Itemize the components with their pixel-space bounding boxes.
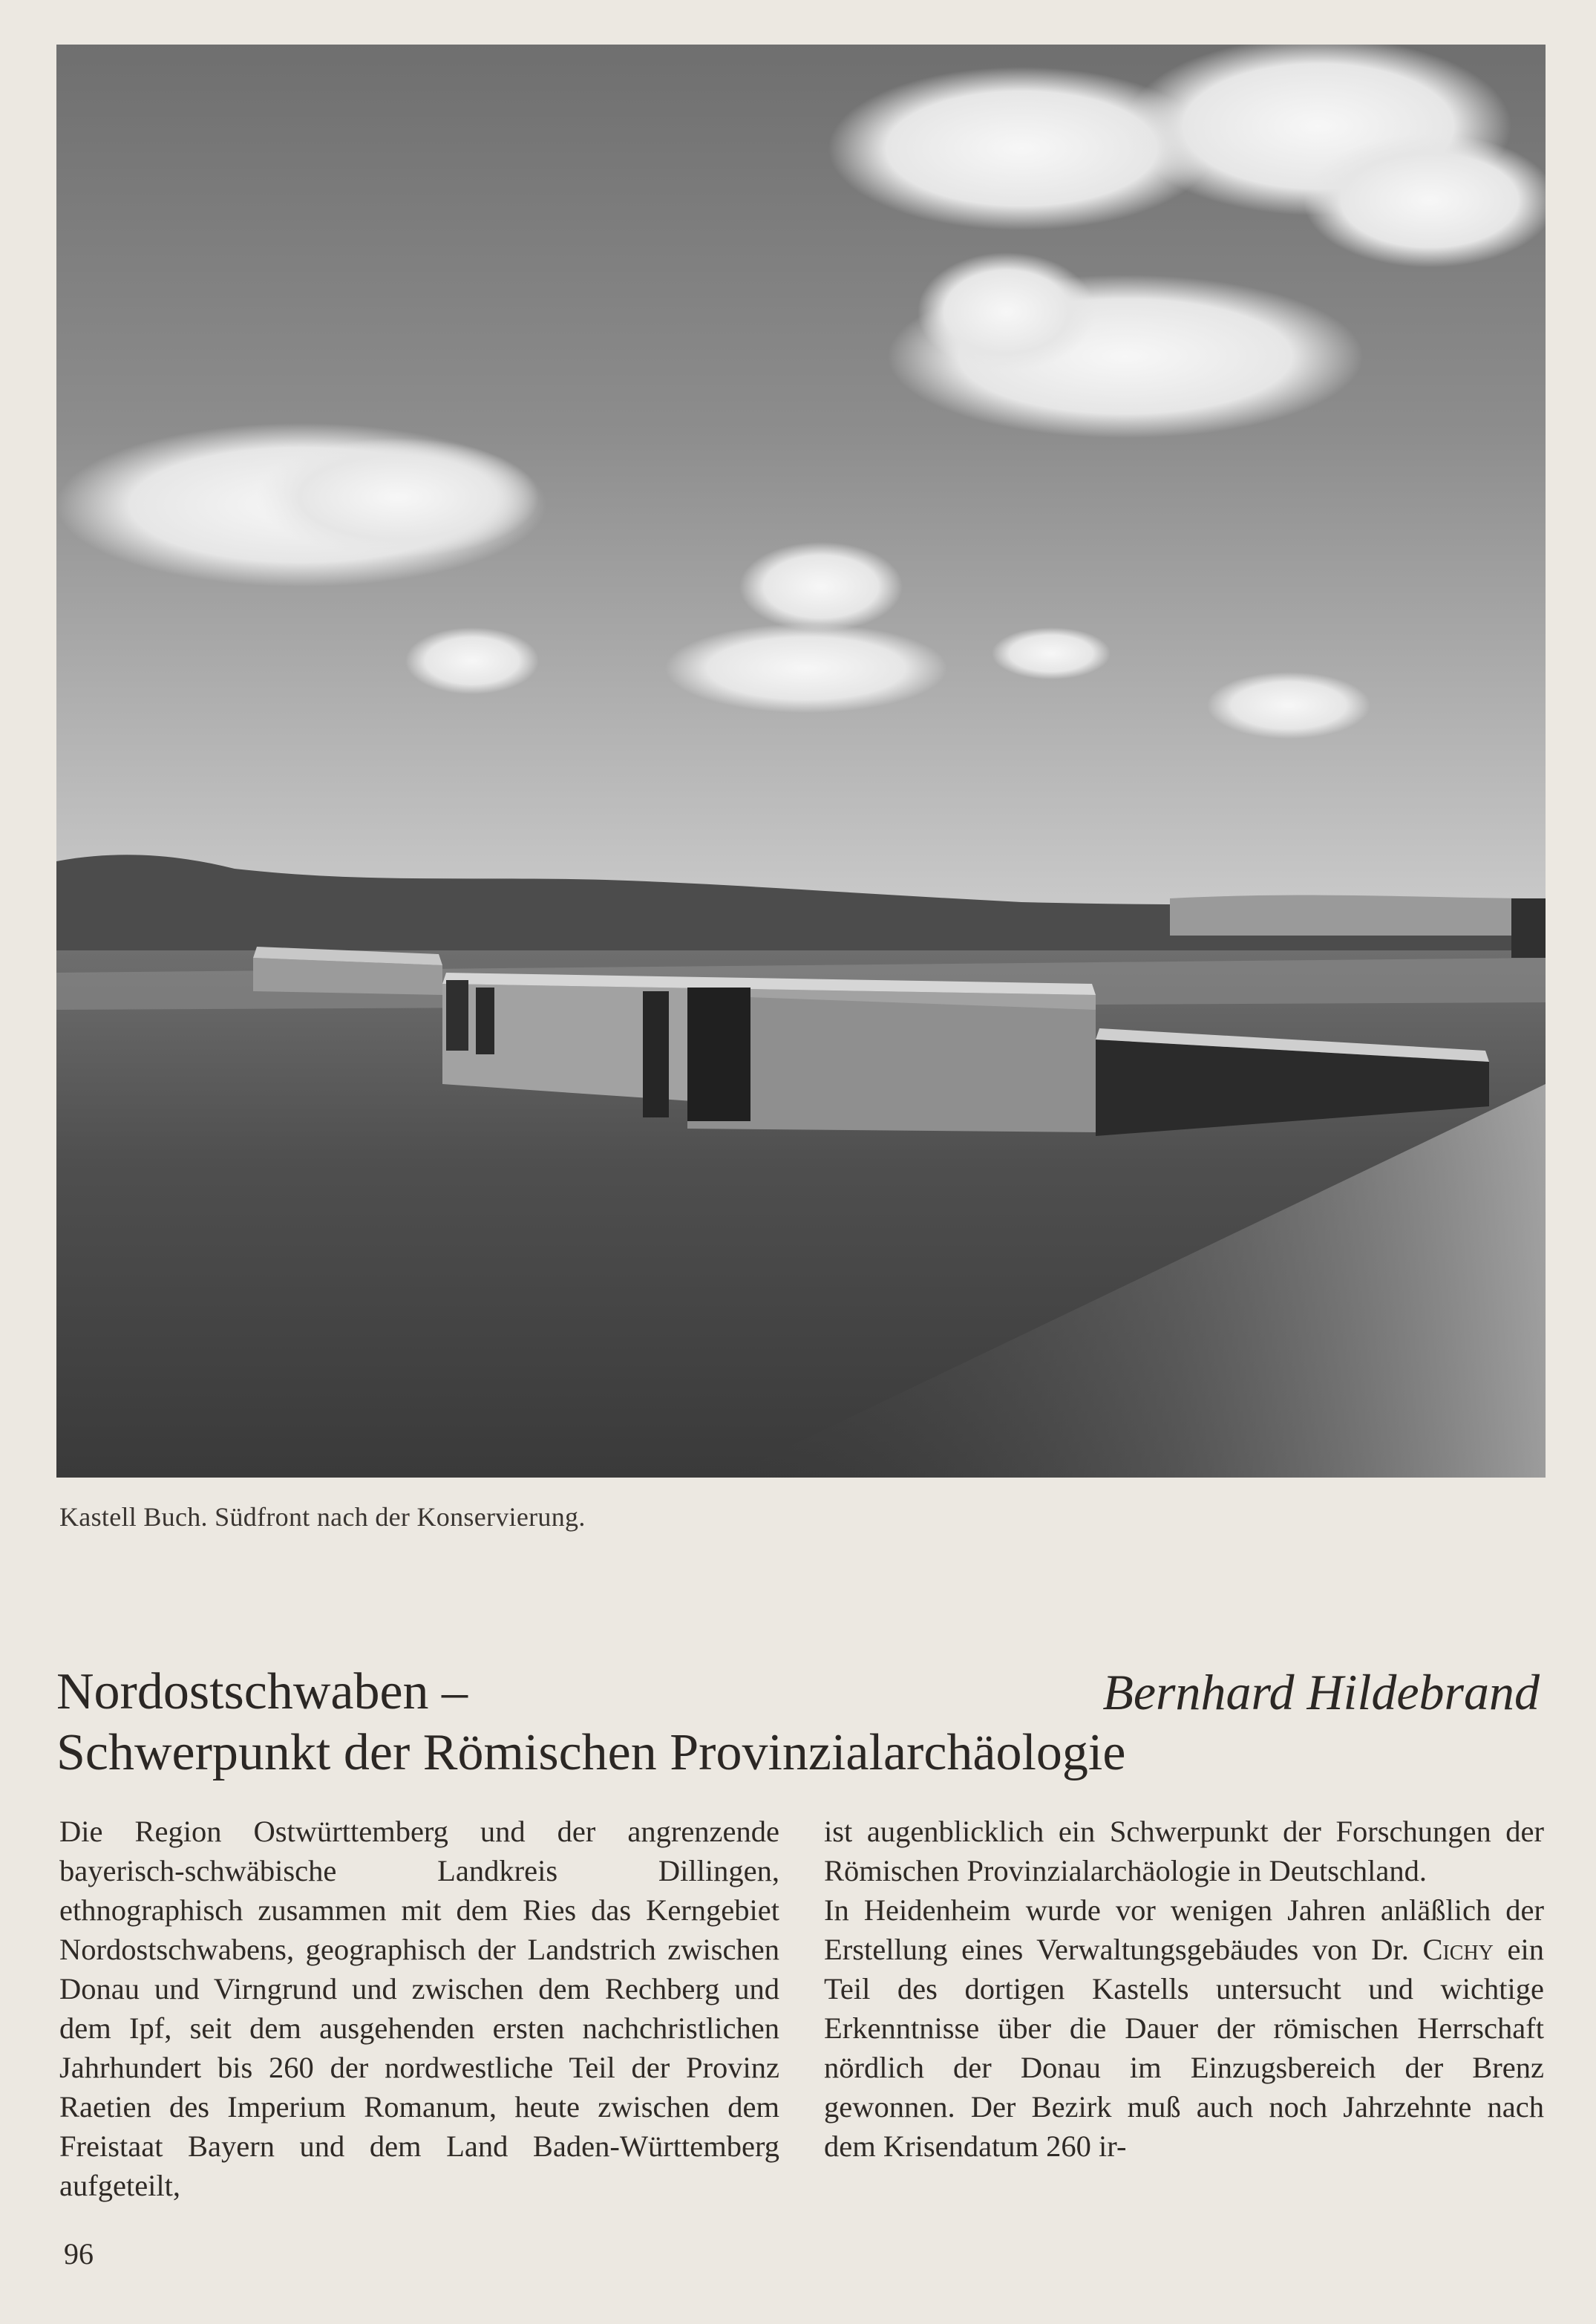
page-number: 96 xyxy=(64,2237,94,2271)
text-column-left xyxy=(59,1812,779,2205)
paragraph-continuation: ist augenblicklich ein Schwerpunkt der Forschungen der Römischen Provinzialarchäologie in Deutschland. xyxy=(824,1815,1544,1887)
photo-caption: Kastell Buch. Südfront nach der Konservierung. xyxy=(59,1502,586,1532)
paragraph-heidenheim-text-2: ein Teil des dortigen Kastells untersucht und wichtige Erkenntnisse über die Dauer der römischen Herrschaft nördlich der Donau im Einzugsbereich der Brenz gewonnen. Der Bezirk muß auch noch Jahrzehnte nach dem Krisendatum 260 ir- xyxy=(824,1933,1544,2163)
author-reference-cichy: Cichy xyxy=(1422,1933,1494,1966)
paragraph-intro: Die Region Ostwürttemberg und der angrenzende bayerisch-schwäbische Landkreis Dillingen, ethnographisch zusammen mit dem Ries das Kerngebiet Nordostschwabens, geographisch der Landstrich zwischen Donau und Virngrund und zwischen dem Rechberg und dem Ipf, seit dem ausgehenden ersten nachchristlichen Jahrhundert bis 260 der nordwestliche Teil der Provinz Raetien des Imperium Romanum, heute zwischen dem Freistaat Bayern und dem Land Baden-Württemberg aufgeteilt, xyxy=(59,1815,779,2202)
article-title xyxy=(56,1662,1125,1783)
author-name: Bernhard Hildebrand xyxy=(1102,1664,1540,1720)
title-line-1: Nordostschwaben – xyxy=(56,1663,468,1720)
title-line-2: Schwerpunkt der Römischen Provinzialarchäologie xyxy=(56,1724,1126,1781)
photo-illustration xyxy=(56,45,1546,1478)
distant-lake xyxy=(1170,895,1546,936)
text-column-right xyxy=(824,1812,1544,2166)
paragraph-heidenheim xyxy=(824,1890,1544,2166)
paragraph-heidenheim-text-1: In Heidenheim wurde vor wenigen Jahren anläßlich der Erstellung eines Verwaltungsgebäudes von Dr. xyxy=(824,1893,1544,1966)
photograph-roman-fort-ruins xyxy=(56,45,1546,1478)
